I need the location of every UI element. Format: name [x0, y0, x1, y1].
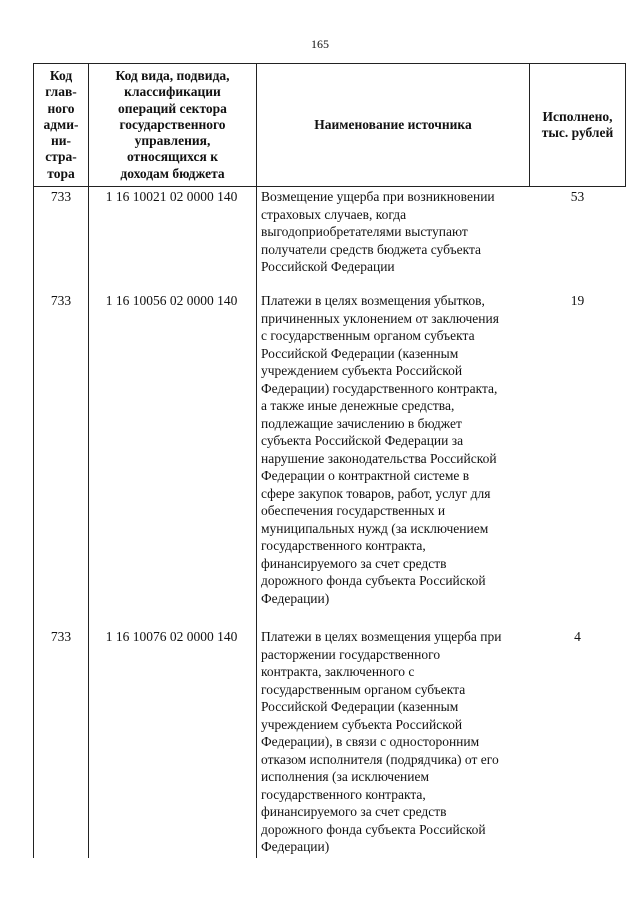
source-name-cell: Платежи в целях возмещения ущерба при расторжении государственного контракта, заключенного с государственным органом субъекта Российской Федерации (казенным учреждением субъекта Российской Федерации), в связи с односторонним отказом исполнителя (подрядчика) от его исполнения (за исключением государственного контракта, финансируемого за счет средств дорожного фонда субъекта Российской Федерации)	[261, 629, 502, 854]
type-code-cell: 1 16 10076 02 0000 140	[89, 628, 257, 858]
revenue-sources-table	[33, 63, 626, 858]
header-admin-code: Код глав- ного адми- ни- стра- тора	[34, 64, 89, 187]
page-number: 165	[311, 37, 329, 51]
table-row	[34, 187, 626, 293]
source-name-cell: Платежи в целях возмещения убытков, причиненных уклонением от заключения с государственным органом субъекта Российской Федерации (казенным учреждением субъекта Российской Федерации) государственного контракта, а также иные денежные средства, подлежащие зачислению в бюджет субъекта Российской Федерации за нарушение законодательства Российской Федерации о контрактной системе в сфере закупок товаров, работ, услуг для обеспечения государственных и муниципальных нужд (за исключением государственного контракта, финансируемого за счет средств дорожного фонда субъекта Российской Федерации)	[261, 293, 499, 606]
type-code-cell: 1 16 10021 02 0000 140	[89, 187, 257, 293]
table-row	[34, 292, 626, 628]
admin-code-cell: 733	[34, 187, 89, 293]
admin-code-cell: 733	[34, 292, 89, 628]
type-code-cell: 1 16 10056 02 0000 140	[89, 292, 257, 628]
header-source-name: Наименование источника	[257, 64, 530, 187]
amount-cell: 4	[574, 629, 581, 644]
admin-code-cell: 733	[34, 628, 89, 858]
header-type-code: Код вида, подвида, классификации операций сектора государственного управления, относящихся к доходам бюджета	[89, 64, 257, 187]
amount-cell: 19	[570, 293, 585, 308]
table-header-row	[34, 64, 626, 187]
table-row	[34, 628, 626, 858]
amount-cell: 53	[570, 189, 585, 204]
source-name-cell: Возмещение ущерба при возникновении страховых случаев, когда выгодоприобретателями выступают получатели средств бюджета субъекта Российской Федерации	[261, 189, 495, 274]
header-executed: Исполнено, тыс. рублей	[530, 64, 626, 187]
